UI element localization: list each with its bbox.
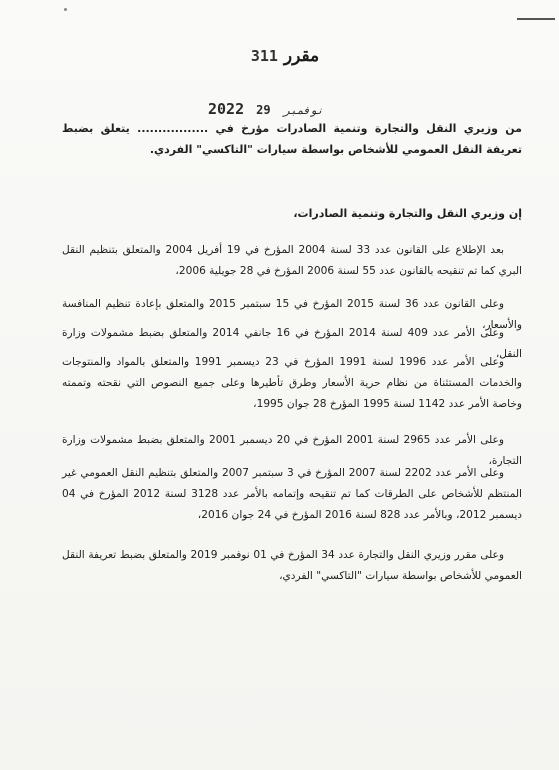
handwritten-date [208,100,323,118]
preamble-paragraph: وعلى الأمر عدد 2202 لسنة 2007 المؤرخ في 3 سبتمبر 2007 والمتعلق بتنظيم النقل العمومي غير المنتظم للأشخاص على الطرقات كما تم تنقيحه وإتمامه بالأمر عدد 3128 لسنة 2012 المؤرخ في 04 ديسمبر 2012، وبالأمر عدد 828 لسنة 2016 المؤرخ في 24 جوان 2016، [62,467,522,521]
page-edge-mark [517,18,555,20]
handwritten-year: 2022 [208,100,245,118]
preamble-paragraph: بعد الإطلاع على القانون عدد 33 لسنة 2004 المؤرخ في 19 أفريل 2004 والمتعلق بتنظيم النقل البري كما تم تنقيحه بالقانون عدد 55 لسنة 2006 المؤرخ في 28 جويلية 2006، [62,244,522,277]
preamble-paragraph: وعلى الأمر عدد 409 لسنة 2014 المؤرخ في 16 جانفي 2014 والمتعلق بضبط مشمولات وزارة النقل، [62,327,522,360]
handwritten-month: نوفمبر [283,104,324,117]
preamble-paragraph: وعلى القانون عدد 36 لسنة 2015 المؤرخ في 15 سبتمبر 2015 والمتعلق بإعادة تنظيم المنافسة والأسعار، [62,298,522,331]
preamble-paragraph: وعلى الأمر عدد 2965 لسنة 2001 المؤرخ في 20 ديسمبر 2001 والمتعلق بضبط مشمولات وزارة التجارة، [62,434,522,467]
preamble-paragraph: وعلى الأمر عدد 1996 لسنة 1991 المؤرخ في 23 ديسمبر 1991 والمتعلق بالمواد والمنتوجات والخدمات المستثناة من نظام حرية الأسعار وطرق تأطيرها وعلى جميع النصوص التي نقحته وتممته وخاصة الأمر عدد 1142 لسنة 1995 المؤرخ 28 جوان 1995، [62,356,522,410]
handwritten-day: 29 [256,103,271,117]
preamble-paragraph: وعلى مقرر وزيري النقل والتجارة عدد 34 المؤرخ في 01 نوفمبر 2019 والمتعلق بضبط تعريفة النقل العمومي للأشخاص بواسطة سيارات "التاكسي" الفردي، [62,549,522,582]
ministers-heading: إن وزيري النقل والتجارة وتنمية الصادرات، [293,207,522,220]
decision-label: مقرر [283,46,320,66]
scan-speck [64,8,67,11]
decision-title [180,46,380,66]
subject-paragraph: من وزيري النقل والتجارة وتنمية الصادرات مؤرخ في ................. يتعلق بضبط تعريفة النقل العمومي للأشخاص بواسطة سيارات "التاكسي" الفردي. [62,122,522,156]
decision-number: 311 [250,47,278,65]
